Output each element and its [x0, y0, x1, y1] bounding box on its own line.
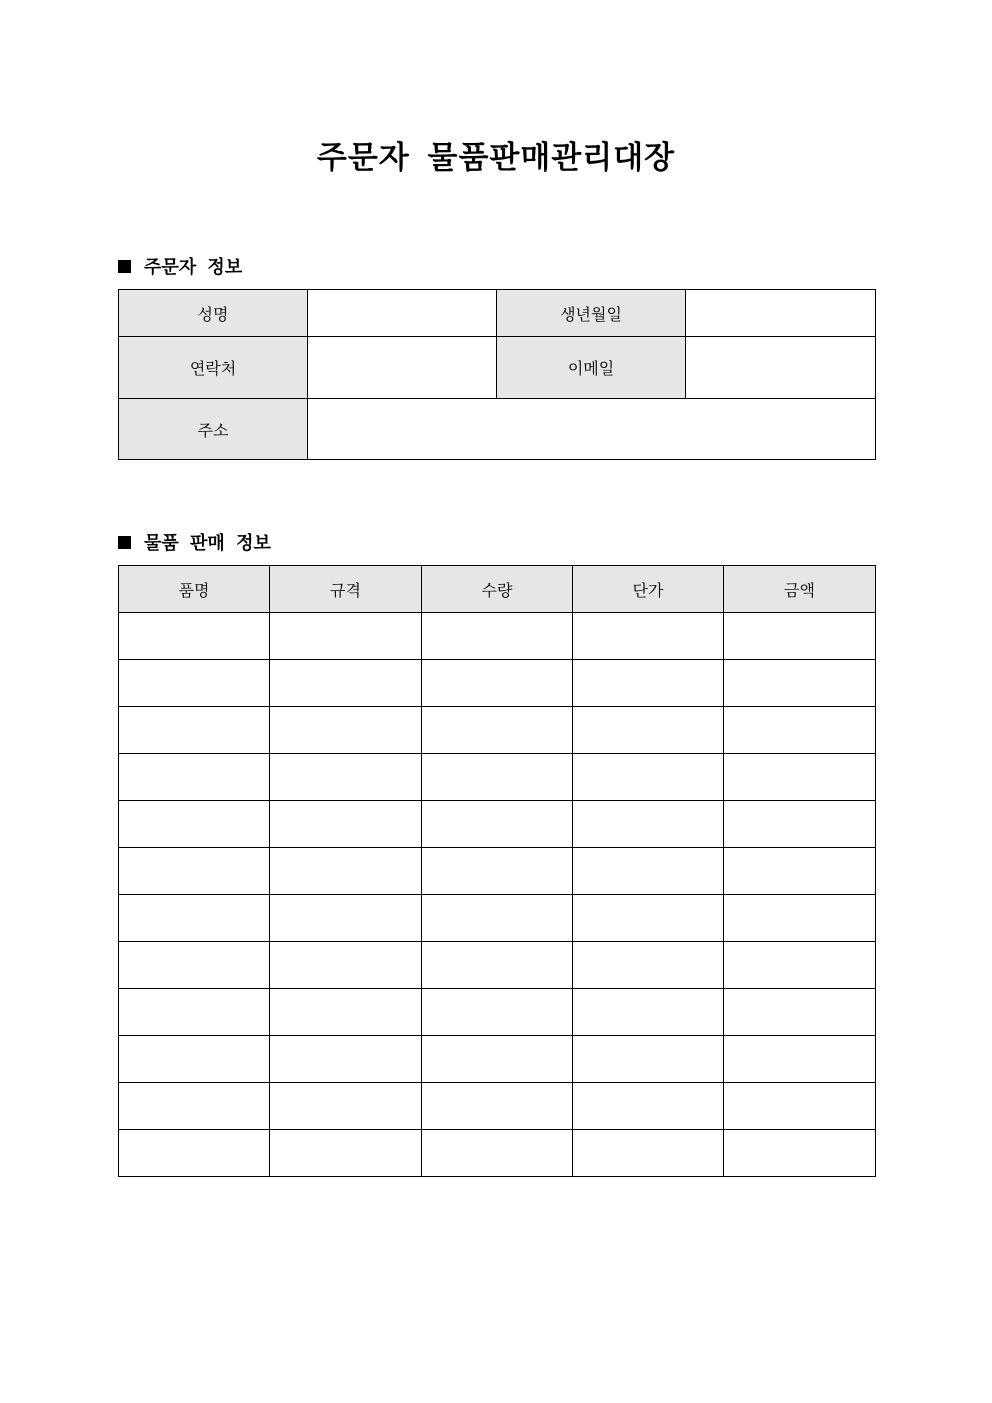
item-name-cell[interactable]: [119, 613, 270, 660]
spec-cell[interactable]: [270, 707, 422, 754]
spec-cell[interactable]: [270, 848, 422, 895]
square-bullet-icon: [118, 260, 131, 273]
unit-price-cell[interactable]: [573, 848, 724, 895]
unit-price-cell[interactable]: [573, 801, 724, 848]
table-row: [119, 895, 876, 942]
orderer-row-address: [119, 399, 876, 460]
spec-cell[interactable]: [270, 754, 422, 801]
column-header-spec: 규격: [270, 566, 422, 613]
table-row: [119, 707, 876, 754]
sales-info-table: [118, 565, 876, 1177]
orderer-info-heading-text: 주문자 정보: [144, 257, 243, 278]
item-name-cell[interactable]: [119, 754, 270, 801]
table-row: [119, 801, 876, 848]
column-header-quantity: 수량: [422, 566, 573, 613]
table-row: [119, 989, 876, 1036]
email-field[interactable]: [686, 337, 876, 399]
spec-cell[interactable]: [270, 942, 422, 989]
spec-cell[interactable]: [270, 1130, 422, 1177]
item-name-cell[interactable]: [119, 660, 270, 707]
item-name-cell[interactable]: [119, 942, 270, 989]
address-label: 주소: [119, 399, 308, 460]
quantity-cell[interactable]: [422, 848, 573, 895]
amount-cell[interactable]: [724, 801, 876, 848]
amount-cell[interactable]: [724, 1083, 876, 1130]
spec-cell[interactable]: [270, 895, 422, 942]
name-field[interactable]: [308, 290, 497, 337]
unit-price-cell[interactable]: [573, 660, 724, 707]
table-row: [119, 613, 876, 660]
column-header-amount: 금액: [724, 566, 876, 613]
name-label: 성명: [119, 290, 308, 337]
item-name-cell[interactable]: [119, 707, 270, 754]
quantity-cell[interactable]: [422, 613, 573, 660]
document-title: 주문자 물품판매관리대장: [316, 140, 676, 176]
unit-price-cell[interactable]: [573, 754, 724, 801]
unit-price-cell[interactable]: [573, 1130, 724, 1177]
email-label: 이메일: [497, 337, 686, 399]
unit-price-cell[interactable]: [573, 707, 724, 754]
quantity-cell[interactable]: [422, 754, 573, 801]
item-name-cell[interactable]: [119, 895, 270, 942]
sales-table-body: [119, 613, 876, 1177]
unit-price-cell[interactable]: [573, 1036, 724, 1083]
unit-price-cell[interactable]: [573, 989, 724, 1036]
amount-cell[interactable]: [724, 848, 876, 895]
column-header-unit-price: 단가: [573, 566, 724, 613]
table-row: [119, 848, 876, 895]
table-row: [119, 660, 876, 707]
table-row: [119, 942, 876, 989]
quantity-cell[interactable]: [422, 942, 573, 989]
orderer-info-table: [118, 289, 876, 460]
column-header-item-name: 품명: [119, 566, 270, 613]
quantity-cell[interactable]: [422, 707, 573, 754]
unit-price-cell[interactable]: [573, 613, 724, 660]
sales-table-header-row: [119, 566, 876, 613]
spec-cell[interactable]: [270, 1083, 422, 1130]
unit-price-cell[interactable]: [573, 942, 724, 989]
quantity-cell[interactable]: [422, 989, 573, 1036]
quantity-cell[interactable]: [422, 1130, 573, 1177]
quantity-cell[interactable]: [422, 1036, 573, 1083]
spec-cell[interactable]: [270, 989, 422, 1036]
amount-cell[interactable]: [724, 989, 876, 1036]
spec-cell[interactable]: [270, 1036, 422, 1083]
contact-label: 연락처: [119, 337, 308, 399]
table-row: [119, 754, 876, 801]
birthdate-field[interactable]: [686, 290, 876, 337]
item-name-cell[interactable]: [119, 1130, 270, 1177]
unit-price-cell[interactable]: [573, 1083, 724, 1130]
quantity-cell[interactable]: [422, 895, 573, 942]
table-row: [119, 1036, 876, 1083]
orderer-row-name: [119, 290, 876, 337]
item-name-cell[interactable]: [119, 801, 270, 848]
amount-cell[interactable]: [724, 895, 876, 942]
sales-info-heading-text: 물품 판매 정보: [144, 533, 271, 554]
birthdate-label: 생년월일: [497, 290, 686, 337]
spec-cell[interactable]: [270, 613, 422, 660]
item-name-cell[interactable]: [119, 848, 270, 895]
item-name-cell[interactable]: [119, 1083, 270, 1130]
amount-cell[interactable]: [724, 707, 876, 754]
contact-field[interactable]: [308, 337, 497, 399]
quantity-cell[interactable]: [422, 801, 573, 848]
amount-cell[interactable]: [724, 1130, 876, 1177]
unit-price-cell[interactable]: [573, 895, 724, 942]
orderer-row-contact: [119, 337, 876, 399]
amount-cell[interactable]: [724, 613, 876, 660]
orderer-info-heading: [118, 253, 242, 279]
amount-cell[interactable]: [724, 1036, 876, 1083]
square-bullet-icon: [118, 536, 131, 549]
spec-cell[interactable]: [270, 801, 422, 848]
quantity-cell[interactable]: [422, 1083, 573, 1130]
sales-info-heading: [118, 529, 271, 555]
spec-cell[interactable]: [270, 660, 422, 707]
item-name-cell[interactable]: [119, 1036, 270, 1083]
amount-cell[interactable]: [724, 942, 876, 989]
quantity-cell[interactable]: [422, 660, 573, 707]
amount-cell[interactable]: [724, 754, 876, 801]
table-row: [119, 1083, 876, 1130]
amount-cell[interactable]: [724, 660, 876, 707]
item-name-cell[interactable]: [119, 989, 270, 1036]
address-field[interactable]: [308, 399, 876, 460]
table-row: [119, 1130, 876, 1177]
